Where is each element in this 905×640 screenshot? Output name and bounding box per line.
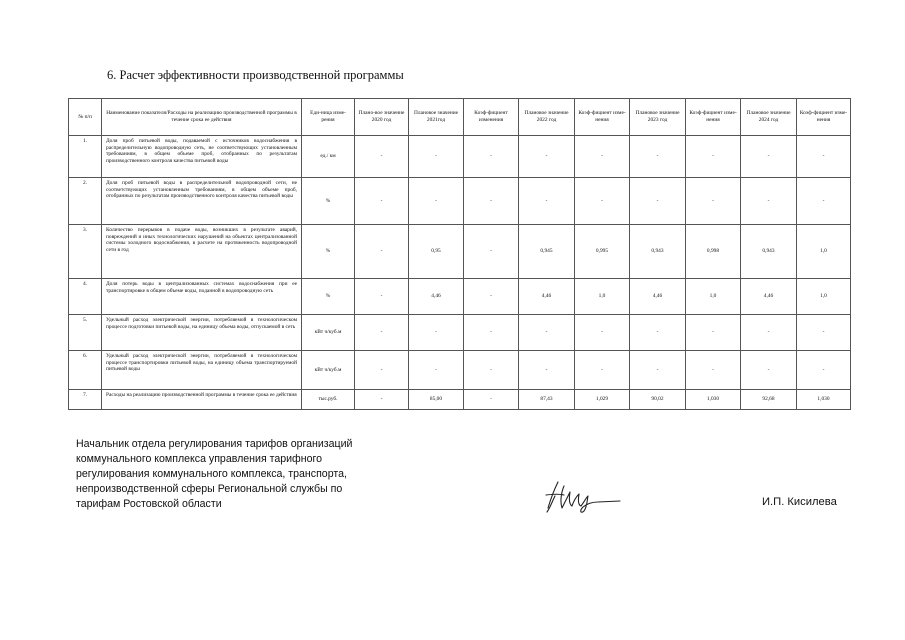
cell-value: 4,46	[741, 279, 797, 315]
cell-value: -	[519, 136, 575, 178]
column-header-name: Наименование показателя/Расходы на реализацию производственной программы в течение срока ее действия	[102, 99, 302, 136]
cell-value: -	[630, 178, 686, 225]
column-header-coef-2024: Коэф-фициент изме-нения	[797, 99, 851, 136]
cell-value: -	[575, 315, 630, 351]
column-header-num: № п/п	[69, 99, 102, 136]
cell-value: 85,00	[409, 390, 464, 410]
column-header-coef-2022: Коэф-фициент изме-нения	[575, 99, 630, 136]
cell-value: 1,029	[575, 390, 630, 410]
column-header-2023: Плановое значение 2023 год	[630, 99, 686, 136]
cell-value: -	[686, 136, 741, 178]
cell-value: -	[355, 390, 409, 410]
cell-value: 4,46	[630, 279, 686, 315]
cell-value: 1,0	[575, 279, 630, 315]
cell-value: -	[575, 136, 630, 178]
cell-value: -	[464, 315, 519, 351]
cell-value: 4,46	[519, 279, 575, 315]
cell-value: 92,68	[741, 390, 797, 410]
row-name: Количество перерывов в подаче воды, возникших в результате аварий, повреждений и иных технологических нарушений на объектах централизованной системы холодного водоснабжения, в расчете на протяженность водопроводной сети в год	[102, 225, 302, 279]
handwritten-signature	[542, 478, 626, 516]
cell-value: -	[575, 351, 630, 390]
cell-value: 1,030	[797, 390, 851, 410]
table-row	[69, 178, 851, 225]
cell-value: 87,43	[519, 390, 575, 410]
column-header-2022: Плановое значение 2022 год	[519, 99, 575, 136]
row-unit: %	[302, 178, 355, 225]
cell-value: -	[519, 351, 575, 390]
row-number: 5.	[69, 315, 102, 351]
cell-value: 1,0	[686, 279, 741, 315]
signatory-position-line: непроизводственной сферы Региональной службы по	[76, 483, 343, 496]
row-name: Удельный расход электрической энергии, потребляемой в технологическом процессе подготовки питьевой воды, на единицу объема воды, отпускаемой в сеть	[102, 315, 302, 351]
efficiency-table	[68, 98, 851, 410]
row-number: 2.	[69, 178, 102, 225]
cell-value: -	[409, 315, 464, 351]
row-unit: ед./ км	[302, 136, 355, 178]
row-unit: %	[302, 225, 355, 279]
row-number: 1.	[69, 136, 102, 178]
cell-value: -	[464, 178, 519, 225]
cell-value: -	[464, 351, 519, 390]
cell-value: 1,030	[686, 390, 741, 410]
signer-name: И.П. Кисилева	[762, 496, 837, 508]
cell-value: 0,945	[519, 225, 575, 279]
cell-value: -	[575, 178, 630, 225]
row-number: 6.	[69, 351, 102, 390]
cell-value: -	[355, 136, 409, 178]
cell-value: -	[355, 315, 409, 351]
column-header-2021: Плановое значение 2021год	[409, 99, 464, 136]
cell-value: -	[741, 351, 797, 390]
cell-value: -	[409, 351, 464, 390]
cell-value: -	[519, 315, 575, 351]
row-name: Доля проб питьевой воды в распределительной водопроводной сети, не соответствующих установленным требованиям, в общем объеме проб, отобранных по результатам производственного контроля качества питьевой воды	[102, 178, 302, 225]
signatory-position-line: Начальник отдела регулирования тарифов организаций	[76, 438, 353, 450]
row-name: Удельный расход электрической энергии, потребляемой в технологическом процессе транспортировки питьевой воды, на единицу объема транспортируемой питьевой воды	[102, 351, 302, 390]
column-header-2024: Плановое значение 2024 год	[741, 99, 797, 136]
row-name: Расходы на реализацию производственной программы в течение срока ее действия	[102, 390, 302, 410]
signatory-position	[76, 437, 406, 512]
cell-value: -	[519, 178, 575, 225]
column-header-coef-2021: Коэф-фициент изменения	[464, 99, 519, 136]
row-unit: кВт ч/куб.м	[302, 315, 355, 351]
signatory-position-line: регулирования коммунального комплекса, транспорта,	[76, 468, 347, 481]
cell-value: -	[355, 225, 409, 279]
cell-value: -	[464, 225, 519, 279]
column-header-coef-2023: Коэф-фициент изме-нения	[686, 99, 741, 136]
table-row	[69, 136, 851, 178]
cell-value: -	[797, 351, 851, 390]
column-header-2020: Плано-вое значение 2020 год	[355, 99, 409, 136]
table-header-row	[69, 99, 851, 136]
table-row	[69, 279, 851, 315]
cell-value: 1,0	[797, 225, 851, 279]
cell-value: -	[797, 178, 851, 225]
table-row	[69, 315, 851, 351]
cell-value: 4,46	[409, 279, 464, 315]
cell-value: 0,943	[741, 225, 797, 279]
cell-value: -	[741, 136, 797, 178]
cell-value: -	[355, 351, 409, 390]
cell-value: -	[630, 136, 686, 178]
cell-value: -	[355, 279, 409, 315]
cell-value: -	[686, 351, 741, 390]
cell-value: -	[630, 315, 686, 351]
cell-value: -	[797, 136, 851, 178]
cell-value: -	[409, 136, 464, 178]
cell-value: 0,998	[686, 225, 741, 279]
cell-value: -	[409, 178, 464, 225]
cell-value: -	[464, 136, 519, 178]
signatory-position-line: тарифам Ростовской области	[76, 498, 222, 511]
cell-value: -	[686, 178, 741, 225]
row-number: 3.	[69, 225, 102, 279]
column-header-unit: Еди-ница изме-рения	[302, 99, 355, 136]
cell-value: -	[630, 351, 686, 390]
cell-value: 90,02	[630, 390, 686, 410]
cell-value: 1,0	[797, 279, 851, 315]
cell-value: -	[741, 315, 797, 351]
cell-value: 0,995	[575, 225, 630, 279]
cell-value: -	[741, 178, 797, 225]
table-row	[69, 225, 851, 279]
row-unit: тыс.руб.	[302, 390, 355, 410]
cell-value: -	[464, 390, 519, 410]
signatory-position-line: коммунального комплекса управления тарифного	[76, 453, 323, 466]
cell-value: 0,95	[409, 225, 464, 279]
row-unit: кВт ч/куб.м	[302, 351, 355, 390]
cell-value: -	[464, 279, 519, 315]
cell-value: -	[355, 178, 409, 225]
row-number: 7.	[69, 390, 102, 410]
row-number: 4.	[69, 279, 102, 315]
row-name: Доля потерь воды в централизованных системах водоснабжения при ее транспортировке в общем объеме воды, поданной в водопроводную сеть	[102, 279, 302, 315]
row-unit: %	[302, 279, 355, 315]
row-name: Доля проб питьевой воды, подаваемой с источников водоснабжения в распределительную водопроводную сеть, не соответствующих установленным требованиям, в общем объеме проб, отобранных по результатам производственного контроля качества питьевой воды	[102, 136, 302, 178]
cell-value: -	[686, 315, 741, 351]
table-row	[69, 351, 851, 390]
cell-value: -	[797, 315, 851, 351]
table-row	[69, 390, 851, 410]
cell-value: 0,943	[630, 225, 686, 279]
section-title: 6. Расчет эффективности производственной программы	[107, 68, 404, 82]
